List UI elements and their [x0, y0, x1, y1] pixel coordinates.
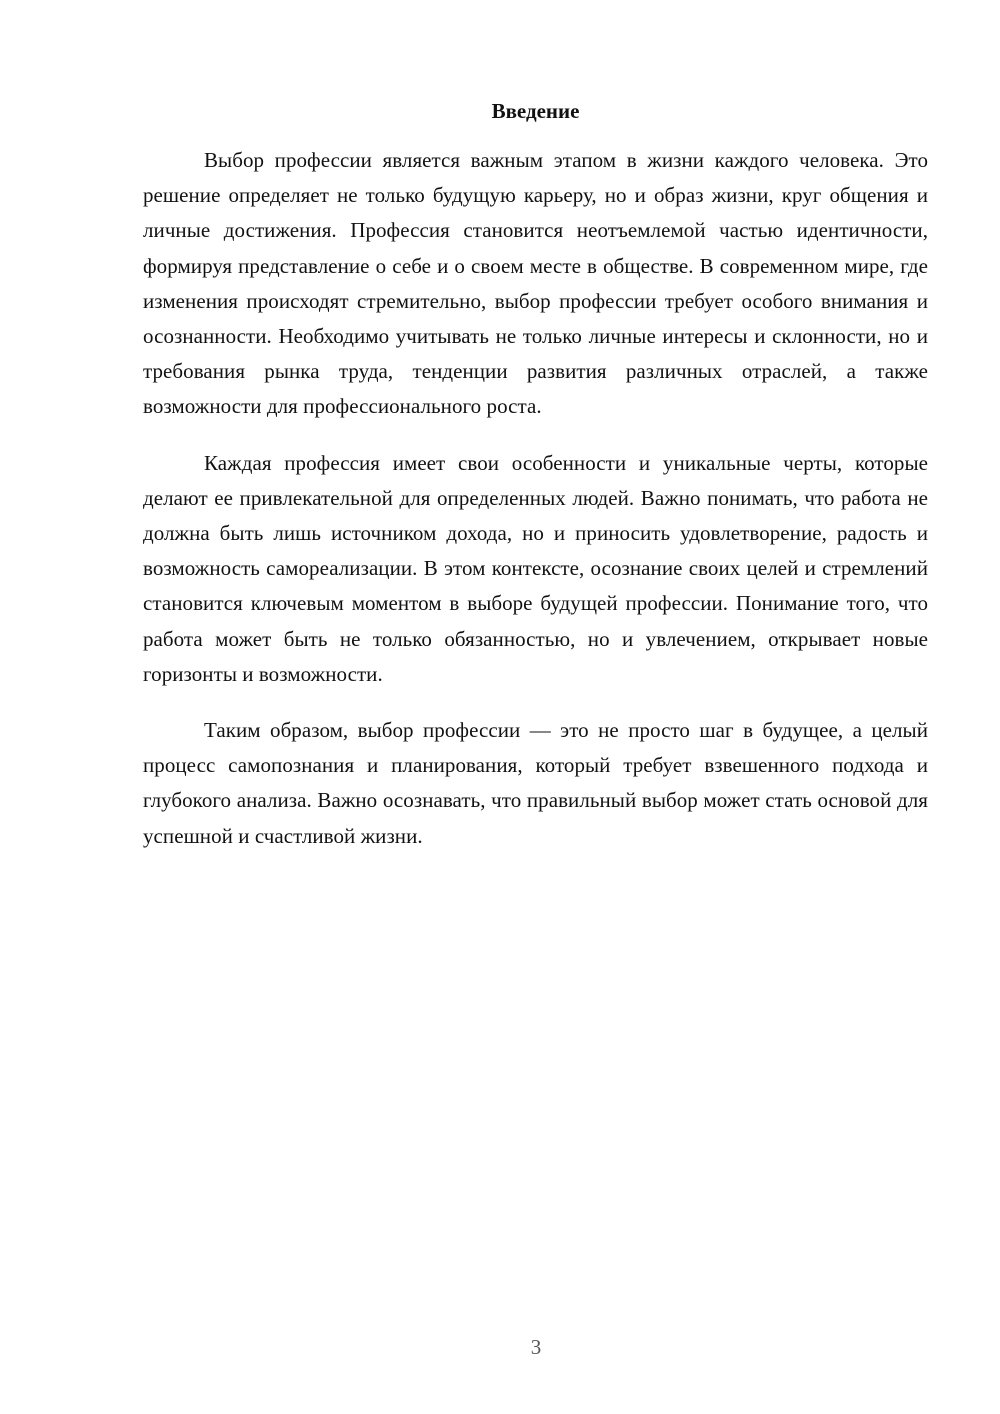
paragraph-3: Таким образом, выбор профессии — это не просто шаг в будущее, а целый процесс самопознания и планирования, который требует взвешенного подхода и глубокого анализа. Важно осознавать, что правильный выбор может стать основой для успешной и счастливой жизни.	[143, 718, 928, 848]
paragraph-1: Выбор профессии является важным этапом в жизни каждого человека. Это решение определяет не только будущую карьеру, но и образ жизни, круг общения и личные достижения. Профессия становится неотъемлемой частью идентичности, формируя представление о себе и о своем месте в обществе. В современном мире, где изменения происходят стремительно, выбор профессии требует особого внимания и осознанности. Необходимо учитывать не только личные интересы и склонности, но и требования рынка труда, тенденции развития различных отраслей, а также возможности для профессионального роста.	[143, 148, 928, 419]
page-content	[143, 96, 928, 875]
section-title: Введение	[491, 99, 580, 123]
page-number: 3	[530, 1335, 542, 1359]
paragraph-2: Каждая профессия имеет свои особенности и уникальные черты, которые делают ее привлекательной для определенных людей. Важно понимать, что работа не должна быть лишь источником дохода, но и приносить удовлетворение, радость и возможность самореализации. В этом контексте, осознание своих целей и стремлений становится ключевым моментом в выборе будущей профессии. Понимание того, что работа может быть не только обязанностью, но и увлечением, открывает новые горизонты и возможности.	[143, 450, 928, 686]
